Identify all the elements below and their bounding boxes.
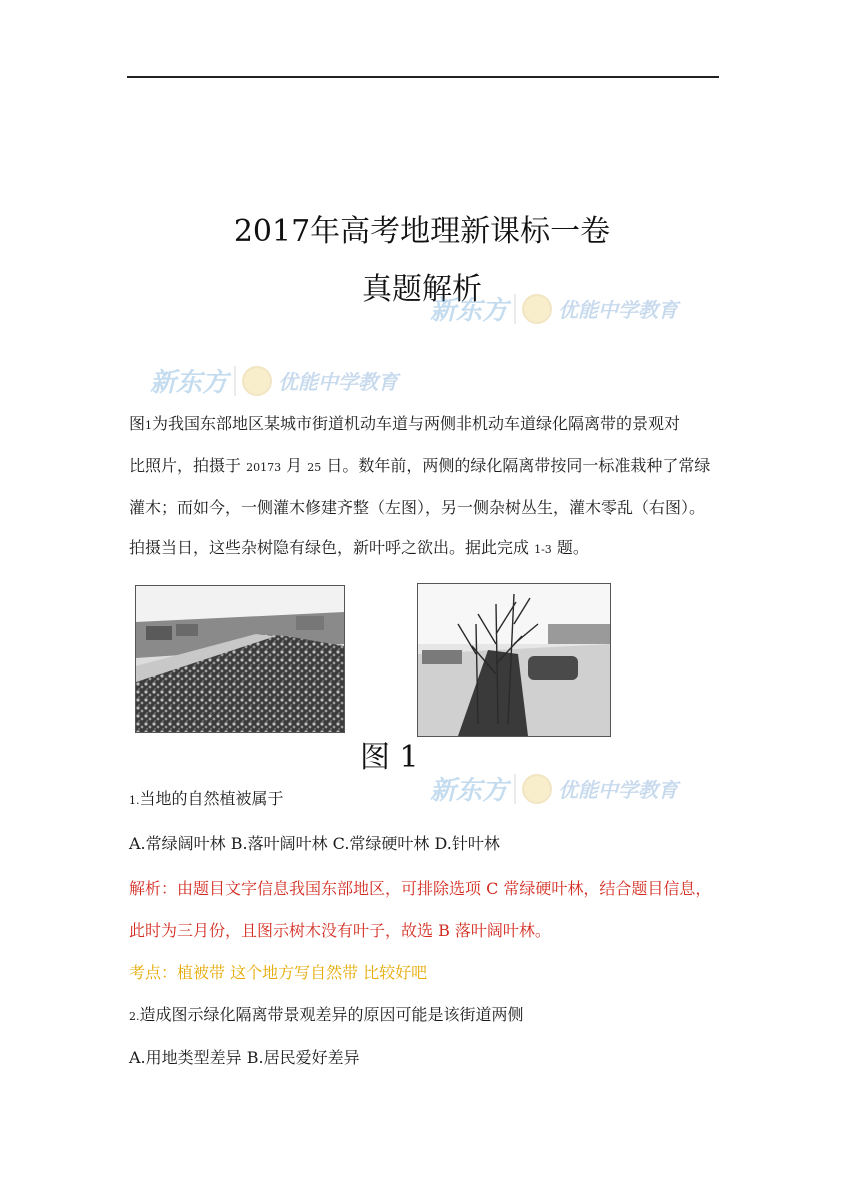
watermark-brand-b: 优能中学教育 [558,778,679,802]
intro-line: 拍摄当日，这些杂树隐有绿色，新叶呼之欲出。据此完成 1-3 题。 [129,538,589,557]
figure-photo-left [135,585,345,733]
intro-line: 灌木；而如今，一侧灌木修建齐整（左图），另一侧杂树丛生，灌木零乱（右图）。 [129,498,706,517]
watermark-separator [514,774,516,804]
watermark-brand-b: 优能中学教育 [278,370,399,394]
question-intro [129,404,729,570]
brand-logo-icon [522,774,552,804]
page-subtitle: 真题解析 [362,272,482,307]
watermark-logo [150,362,398,399]
intro-line: 比照片，拍摄于 20173 月 25 日。数年前，两侧的绿化隔离带按同一标准栽种了常绿 [129,456,711,475]
analysis-line-1: 解析：由题目文字信息我国东部地区，可排除选项 C 常绿硬叶林，结合题目信息， [129,879,712,898]
watermark-brand-a: 新东方 [150,368,229,398]
header-rule [127,76,719,78]
figure-caption: 图 1 [360,740,419,775]
watermark-brand-a: 新东方 [430,296,509,326]
question-2-options: A.用地类型差异 B.居民爱好差异 [129,1048,360,1067]
question-1-stem: 1.当地的自然植被属于 [129,789,284,808]
page-title: 2017年高考地理新课标一卷 [233,214,611,249]
watermark-logo [430,770,678,807]
intro-line: 图1为我国东部地区某城市街道机动车道与两侧非机动车道绿化隔离带的景观对 [129,414,681,433]
brand-logo-icon [242,366,272,396]
watermark-brand-a: 新东方 [430,776,509,806]
question-2-stem: 2.造成图示绿化隔离带景观差异的原因可能是该街道两侧 [129,1005,524,1024]
question-1-options: A.常绿阔叶林 B.落叶阔叶林 C.常绿硬叶林 D.针叶林 [129,834,500,853]
watermark-brand-b: 优能中学教育 [558,298,679,322]
kaodian-note: 考点：植被带 这个地方写自然带 比较好吧 [129,963,428,982]
watermark-separator [234,366,236,396]
figure-photo-right [417,583,611,737]
analysis-line-2: 此时为三月份，且图示树木没有叶子，故选 B 落叶阔叶林。 [129,921,551,940]
